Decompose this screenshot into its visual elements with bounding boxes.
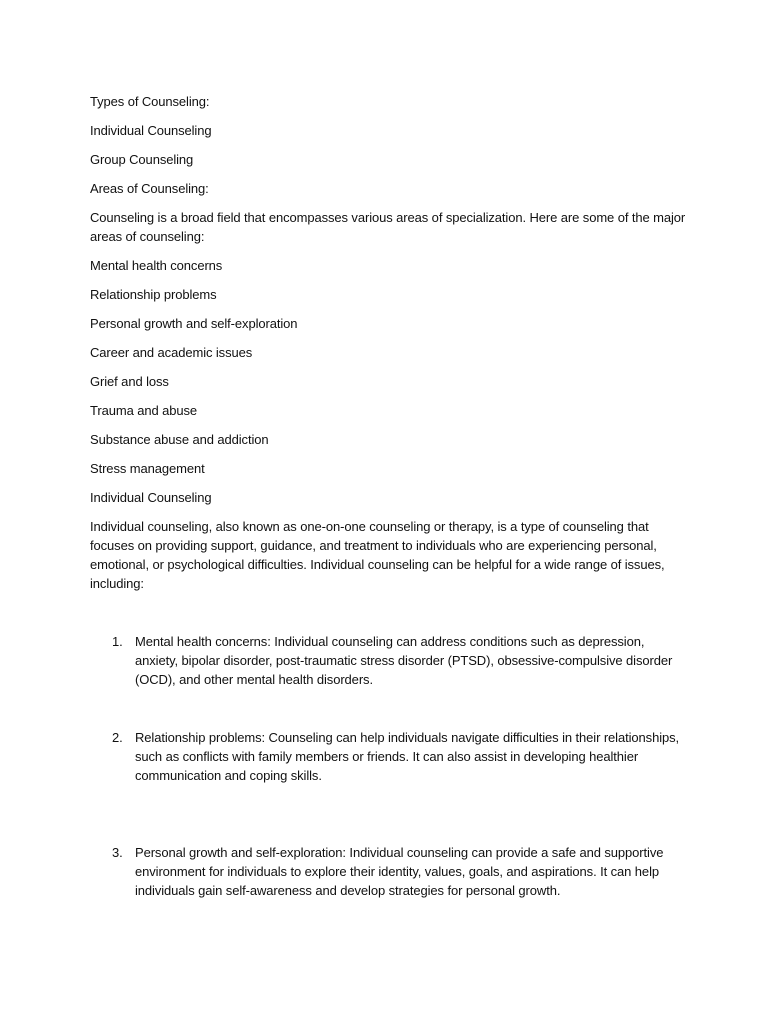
list-item-text: Personal growth and self-exploration: Individual counseling can provide a safe and supportive environment for individuals to explore their identity, values, goals, and aspirations. It can help individuals gain self-awareness and develop strategies for personal growth.: [135, 845, 664, 898]
area-personal-growth: Personal growth and self-exploration: [90, 316, 298, 331]
paragraph-individual-intro: Individual counseling, also known as one-on-one counseling or therapy, is a type of counseling that focuses on providing support, guidance, and treatment to individuals who are experiencing personal, emotional, or psychological difficulties. Individual counseling can be helpful for a wide range of issues, including:: [90, 519, 665, 591]
area-stress-management: Stress management: [90, 461, 205, 476]
area-grief-loss: Grief and loss: [90, 374, 169, 389]
area-substance-abuse: Substance abuse and addiction: [90, 432, 269, 447]
area-trauma-abuse: Trauma and abuse: [90, 403, 198, 418]
list-item-number: 2.: [112, 730, 123, 745]
list-item-number: 3.: [112, 845, 123, 860]
list-item-text: Mental health concerns: Individual counseling can address conditions such as depression, anxiety, bipolar disorder, post-traumatic stress disorder (PTSD), obsessive-compulsive disorder (OCD), and other mental health disorders.: [135, 634, 673, 687]
heading-types-of-counseling: Types of Counseling:: [90, 94, 210, 109]
list-item-number: 1.: [112, 634, 123, 649]
area-mental-health: Mental health concerns: [90, 258, 223, 273]
area-relationship: Relationship problems: [90, 287, 217, 302]
paragraph-group-counseling: Group Counseling: [90, 152, 194, 167]
area-career-academic: Career and academic issues: [90, 345, 253, 360]
heading-areas-of-counseling: Areas of Counseling:: [90, 181, 209, 196]
paragraph-individual-counseling: Individual Counseling: [90, 123, 212, 138]
list-item-text: Relationship problems: Counseling can help individuals navigate difficulties in their relationships, such as conflicts with family members or friends. It can also assist in developing healthier communication and coping skills.: [135, 730, 680, 783]
document-body: [90, 92, 690, 603]
heading-individual-counseling: Individual Counseling: [90, 490, 212, 505]
paragraph-areas-intro: Counseling is a broad field that encompasses various areas of specialization. Here are some of the major areas of counseling:: [90, 210, 686, 244]
